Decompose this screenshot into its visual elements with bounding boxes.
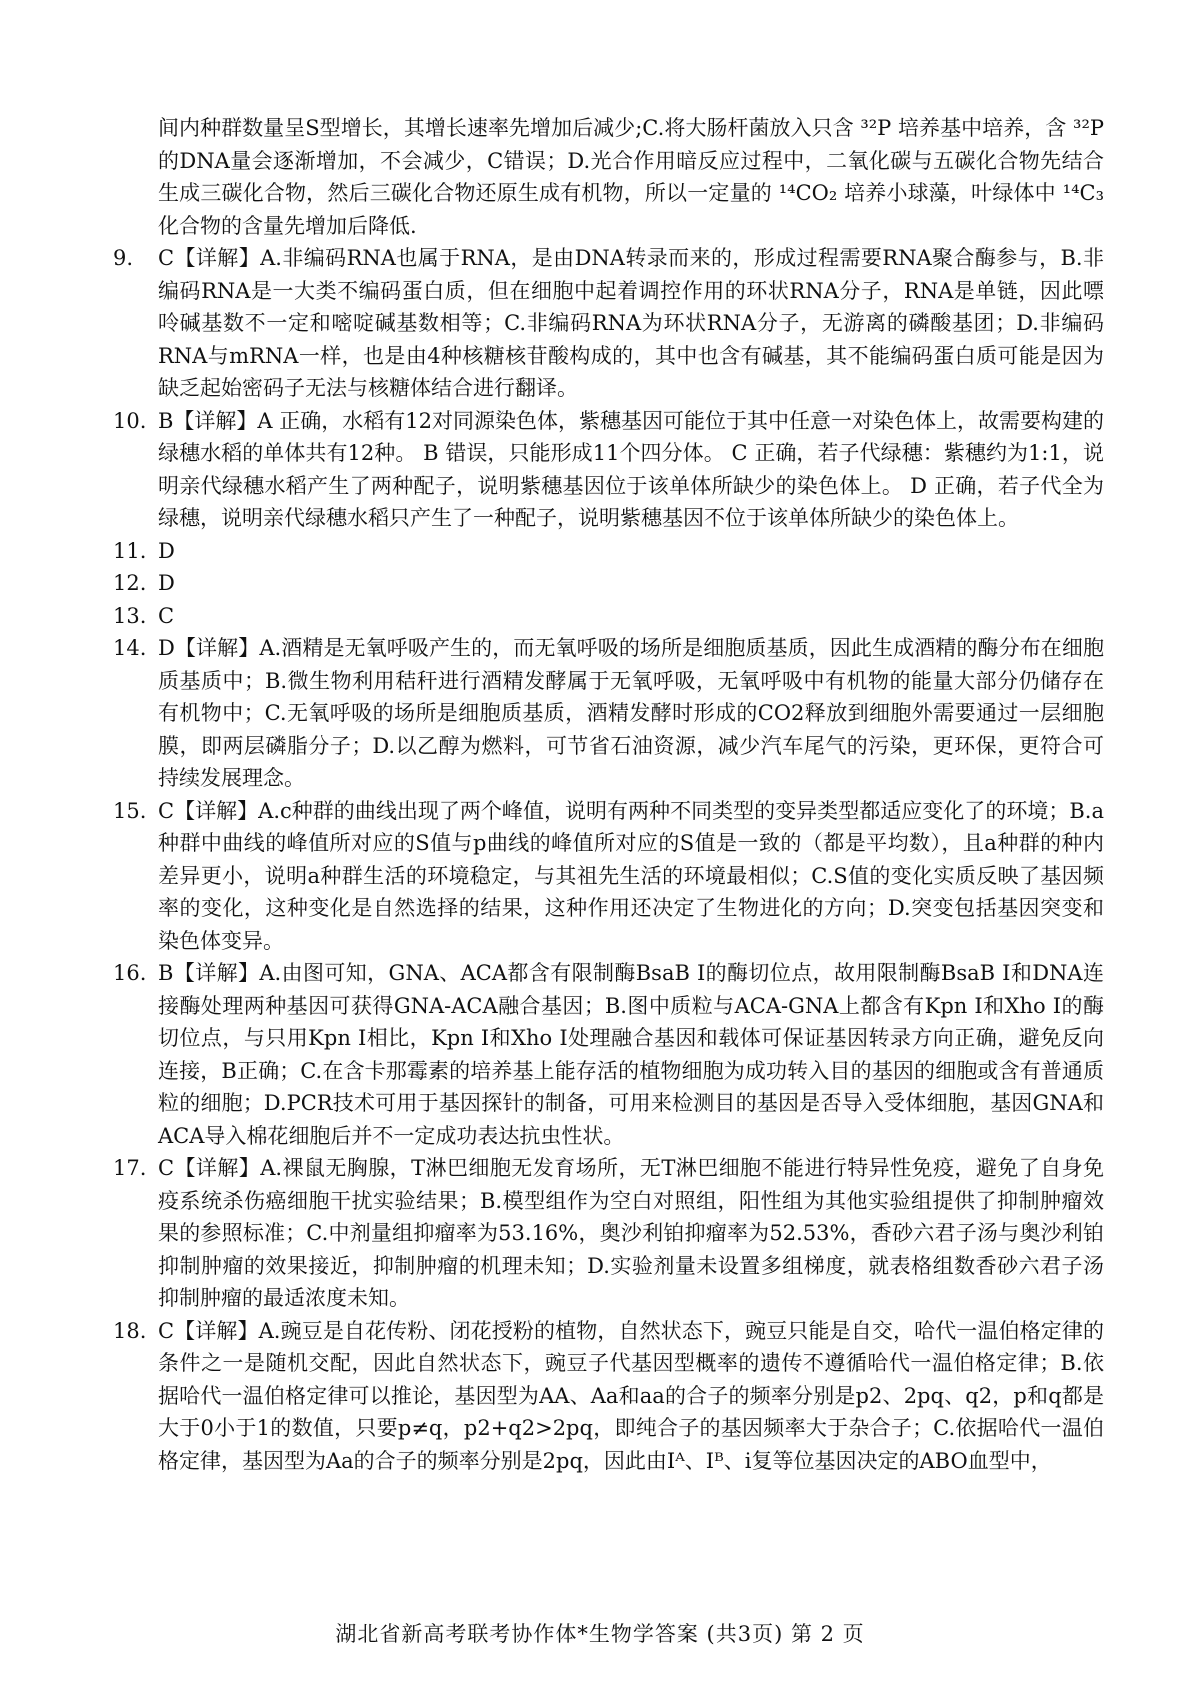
item-number: 14. — [113, 636, 147, 660]
item-number: 18. — [113, 1318, 147, 1343]
answer-item-14 — [0, 632, 1104, 795]
answer-item-10 — [0, 405, 1104, 535]
item-text: C【详解】A.非编码RNA也属于RNA，是由DNA转录而来的，形成过程需要RNA聚合酶参与，B.非编码RNA是一大类不编码蛋白质，但在细胞中起着调控作用的环状RNA分子，RNA是单链，因此嘌呤碱基数不一定和嘧啶碱基数相等；C.非编码RNA为环状RNA分子，无游离的磷酸基团；D.非编码RNA与mRNA一样，也是由4种核糖核苷酸构成的，其中也含有碱基，其不能编码蛋白质可能是因为缺乏起始密码子无法与核糖体结合进行翻译。 — [158, 246, 1104, 400]
continued-paragraph: 间内种群数量呈S型增长，其增长速率先增加后减少;C.将大肠杆菌放入只含 ³²P 培养基中培养，含 ³²P 的DNA量会逐渐增加，不会减少，C错误；D.光合作用暗反应过程中，二氧化碳与五碳化合物先结合生成三碳化合物，然后三碳化合物还原生成有机物，所以一定量的 ¹⁴CO₂ 培养小球藻，叶绿体中 ¹⁴C₃ 化合物的含量先增加后降低. — [158, 116, 1104, 238]
item-number: 12. — [113, 571, 147, 595]
answer-item-15 — [0, 795, 1104, 958]
item-number: 13. — [113, 603, 147, 628]
answer-item-11 — [0, 535, 1104, 568]
item-text: C【详解】A.裸鼠无胸腺，T淋巴细胞无发育场所，无T淋巴细胞不能进行特异性免疫，避免了自身免疫系统杀伤癌细胞干扰实验结果；B.模型组作为空白对照组，阳性组为其他实验组提供了抑制肿瘤效果的参照标准；C.中剂量组抑瘤率为53.16%，奥沙利铂抑瘤率为52.53%，香砂六君子汤与奥沙利铂抑制肿瘤的效果接近，抑制肿瘤的机理未知；D.实验剂量未设置多组梯度，就表格组数香砂六君子汤抑制肿瘤的最适浓度未知。 — [158, 1156, 1104, 1310]
item-text: D — [158, 538, 175, 563]
item-number: 9. — [113, 246, 134, 270]
answer-item-16 — [0, 957, 1104, 1152]
answer-item-17 — [0, 1152, 1104, 1315]
item-number: 16. — [113, 961, 147, 985]
item-text: B【详解】A.由图可知，GNA、ACA都含有限制酶BsaB I的酶切位点，故用限制酶BsaB I和DNA连接酶处理两种基因可获得GNA-ACA融合基因；B.图中质粒与ACA-GNA上都含有Kpn I和Xho I的酶切位点，与只用Kpn I相比，Kpn I和Xho I处理融合基因和载体可保证基因转录方向正确，避免反向连接，B正确；C.在含卡那霉素的培养基上能存活的植物细胞为成功转入目的基因的细胞或含有普通质粒的细胞；D.PCR技术可用于基因探针的制备，可用来检测目的基因是否导入受体细胞，基因GNA和ACA导入棉花细胞后并不一定成功表达抗虫性状。 — [158, 961, 1104, 1148]
page-footer: 湖北省新高考联考协作体*生物学答案 (共3页) 第 2 页 — [335, 1622, 865, 1646]
item-text: C — [158, 603, 175, 628]
answer-item-13 — [0, 600, 1104, 633]
answer-list — [0, 242, 1200, 1477]
item-text: B【详解】A 正确，水稻有12对同源染色体，紫穗基因可能位于其中任意一对染色体上，故需要构建的绿穗水稻的单体共有12种。 B 错误，只能形成11个四分体。 C 正确，若子代绿穗：紫穗约为1:1，说明亲代绿穗水稻产生了两种配子，说明紫穗基因位于该单体所缺少的染色体上。 D 正确，若子代全为绿穗，说明亲代绿穗水稻只产生了一种配子，说明紫穗基因不位于该单体所缺少的染色体上。 — [158, 408, 1104, 530]
item-text: C【详解】A.豌豆是自花传粉、闭花授粉的植物，自然状态下，豌豆只能是自交，哈代一温伯格定律的条件之一是随机交配，因此自然状态下，豌豆子代基因型概率的遗传不遵循哈代一温伯格定律；B.依据哈代一温伯格定律可以推论，基因型为AA、Aa和aa的合子的频率分别是p2、2pq、q2，p和q都是大于0小于1的数值，只要p≠q，p2+q2>2pq，即纯合子的基因频率大于杂合子；C.依据哈代一温伯格定律，基因型为Aa的合子的频率分别是2pq，因此由Iᴬ、Iᴮ、i复等位基因决定的ABO血型中， — [158, 1318, 1104, 1473]
answer-item-9 — [0, 242, 1104, 405]
item-text: D【详解】A.酒精是无氧呼吸产生的，而无氧呼吸的场所是细胞质基质，因此生成酒精的酶分布在细胞质基质中；B.微生物利用秸秆进行酒精发酵属于无氧呼吸，无氧呼吸中有机物的能量大部分仍储存在有机物中；C.无氧呼吸的场所是细胞质基质，酒精发酵时形成的CO2释放到细胞外需要通过一层细胞膜，即两层磷脂分子；D.以乙醇为燃料，可节省石油资源，减少汽车尾气的污染，更环保，更符合可持续发展理念。 — [158, 636, 1104, 790]
item-number: 11. — [113, 538, 147, 563]
answer-item-12 — [0, 567, 1104, 600]
item-text: D — [158, 571, 175, 595]
answer-item-18 — [0, 1315, 1104, 1478]
item-number: 17. — [113, 1156, 147, 1180]
item-number: 15. — [113, 798, 147, 823]
item-number: 10. — [113, 408, 147, 433]
item-text: C【详解】A.c种群的曲线出现了两个峰值，说明有两种不同类型的变异类型都适应变化了的环境；B.a种群中曲线的峰值所对应的S值与p曲线的峰值所对应的S值是一致的（都是平均数），且a种群的种内差异更小，说明a种群生活的环境稳定，与其祖先生活的环境最相似；C.S值的变化实质反映了基因频率的变化，这种变化是自然选择的结果，这种作用还决定了生物进化的方向；D.突变包括基因突变和染色体变异。 — [158, 798, 1104, 953]
